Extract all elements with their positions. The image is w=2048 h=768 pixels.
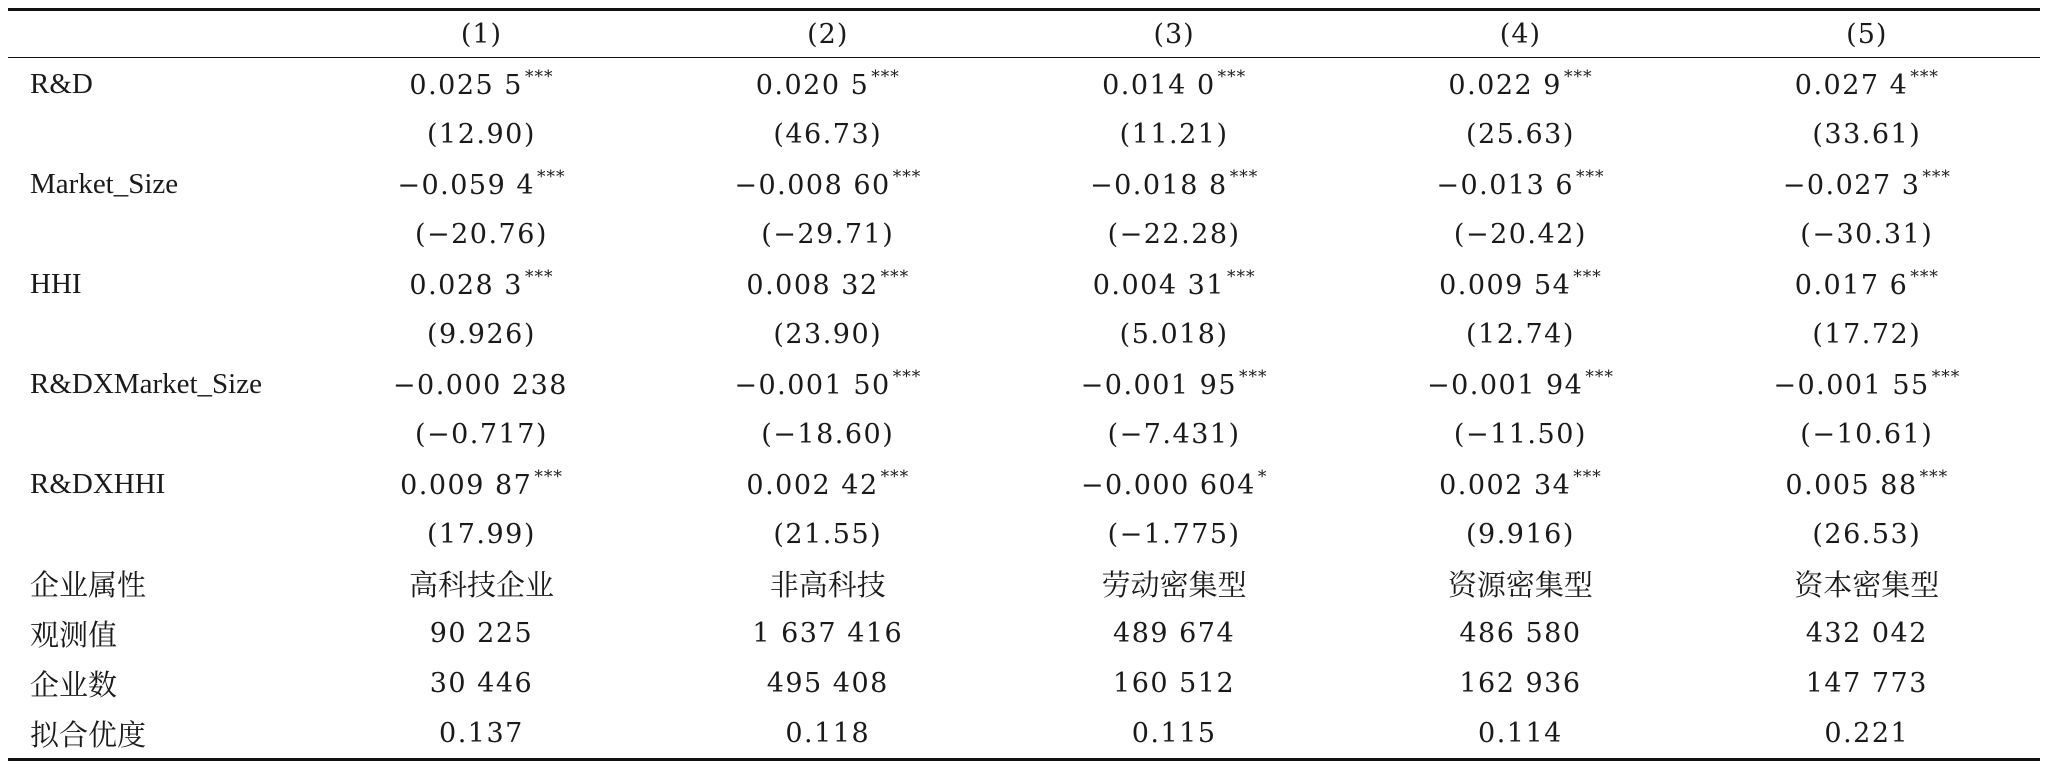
coefficient-value: −0.001 55 xyxy=(1773,370,1930,401)
t-statistic-row xyxy=(8,410,2040,458)
regression-table-container xyxy=(8,8,2040,761)
significance-stars: *** xyxy=(1585,367,1614,387)
coefficient-cell xyxy=(1694,58,2040,111)
observations-cell: 90 225 xyxy=(429,617,534,649)
t-statistic-cell: (−1.775) xyxy=(1107,518,1241,550)
t-statistic-cell: (33.61) xyxy=(1812,118,1922,150)
coefficient-cell xyxy=(1347,358,1693,410)
column-header: (1) xyxy=(460,18,503,50)
empty-label-cell xyxy=(8,210,308,258)
coefficient-cell xyxy=(308,258,654,310)
coefficient-value: −0.000 604 xyxy=(1080,470,1256,501)
t-statistic-cell: (5.018) xyxy=(1119,318,1229,350)
significance-stars: *** xyxy=(892,367,922,387)
coefficient-value: 0.027 4 xyxy=(1794,70,1909,101)
header-row xyxy=(8,10,2040,58)
significance-stars: *** xyxy=(534,467,563,487)
firm-type-cell: 资源密集型 xyxy=(1447,567,1593,602)
column-header: (5) xyxy=(1846,18,1888,50)
t-statistic-cell: (21.55) xyxy=(773,518,883,550)
coefficient-value: 0.014 0 xyxy=(1102,70,1216,101)
coefficient-cell xyxy=(1347,58,1693,111)
coefficient-value: 0.008 32 xyxy=(746,270,879,301)
row-label: 企业数 xyxy=(30,667,118,702)
observations-cell: 486 580 xyxy=(1459,617,1582,649)
t-statistic-cell: (−0.717) xyxy=(414,418,548,450)
t-statistic-cell: (26.53) xyxy=(1812,518,1922,550)
firm-count-cell: 162 936 xyxy=(1459,667,1582,699)
coefficient-value: −0.018 8 xyxy=(1090,170,1228,201)
row-label: 拟合优度 xyxy=(30,717,147,752)
coefficient-value: 0.005 88 xyxy=(1785,470,1918,501)
t-statistic-cell: (−20.76) xyxy=(414,218,548,250)
t-statistic-cell: (12.90) xyxy=(427,118,536,150)
table-header xyxy=(8,10,2040,58)
t-statistic-row xyxy=(8,510,2040,558)
coefficient-cell xyxy=(1001,158,1347,210)
coefficient-cell xyxy=(1694,458,2040,510)
coefficient-cell xyxy=(655,258,1001,310)
significance-stars: *** xyxy=(1239,367,1268,387)
significance-stars: *** xyxy=(524,67,554,87)
significance-stars: *** xyxy=(880,467,910,487)
coefficient-cell xyxy=(1347,458,1693,510)
goodness-of-fit-row xyxy=(8,708,2040,760)
goodness-of-fit-cell: 0.114 xyxy=(1478,717,1563,749)
coefficient-cell xyxy=(655,358,1001,410)
t-statistic-cell: (46.73) xyxy=(773,118,883,150)
significance-stars: *** xyxy=(1922,167,1951,187)
coefficient-value: 0.025 5 xyxy=(409,70,523,101)
coefficient-row xyxy=(8,58,2040,111)
coefficient-cell xyxy=(1001,358,1347,410)
variable-label: Market_Size xyxy=(30,167,179,200)
significance-stars: *** xyxy=(1910,67,1939,87)
t-statistic-cell: (17.99) xyxy=(427,518,536,550)
goodness-of-fit-cell: 0.115 xyxy=(1131,717,1217,749)
significance-stars: * xyxy=(1257,467,1268,487)
coefficient-value: 0.002 42 xyxy=(746,470,879,501)
goodness-of-fit-cell: 0.118 xyxy=(785,717,871,749)
observations-row xyxy=(8,608,2040,658)
t-statistic-cell: (17.72) xyxy=(1812,318,1922,350)
coefficient-cell xyxy=(1001,258,1347,310)
coefficient-value: 0.004 31 xyxy=(1092,270,1225,301)
significance-stars: *** xyxy=(871,67,900,87)
coefficient-cell xyxy=(308,358,654,410)
coefficient-cell xyxy=(1347,258,1693,310)
t-statistic-cell: (−20.42) xyxy=(1453,218,1587,250)
row-label: 观测值 xyxy=(30,617,118,652)
coefficient-value: −0.001 94 xyxy=(1427,370,1584,401)
coefficient-cell xyxy=(1001,458,1347,510)
empty-label-cell xyxy=(8,310,308,358)
row-label: 企业属性 xyxy=(30,567,147,602)
significance-stars: *** xyxy=(1931,367,1961,387)
firm-count-cell: 30 446 xyxy=(429,667,534,699)
significance-stars: *** xyxy=(1910,267,1939,287)
coefficient-row xyxy=(8,158,2040,210)
t-statistic-cell: (−11.50) xyxy=(1453,418,1587,450)
firm-type-cell: 高科技企业 xyxy=(408,567,554,602)
variable-label: R&DXMarket_Size xyxy=(30,367,262,400)
column-header: (4) xyxy=(1499,18,1542,50)
significance-stars: *** xyxy=(1573,467,1602,487)
t-statistic-cell: (−30.31) xyxy=(1800,218,1934,250)
coefficient-cell xyxy=(308,458,654,510)
empty-label-cell xyxy=(8,110,308,158)
goodness-of-fit-cell: 0.221 xyxy=(1824,717,1910,749)
significance-stars: *** xyxy=(524,267,554,287)
significance-stars: *** xyxy=(880,267,910,287)
variable-label: HHI xyxy=(30,267,82,300)
coefficient-cell xyxy=(308,58,654,111)
coefficient-row xyxy=(8,358,2040,410)
firm-count-cell: 160 512 xyxy=(1113,667,1236,699)
coefficient-cell xyxy=(1694,158,2040,210)
t-statistic-cell: (−18.60) xyxy=(761,418,895,450)
coefficient-cell xyxy=(1001,58,1347,111)
t-statistic-cell: (9.926) xyxy=(427,318,536,350)
variable-label: R&D xyxy=(30,67,93,100)
t-statistic-cell: (9.916) xyxy=(1465,518,1575,550)
significance-stars: *** xyxy=(1229,167,1259,187)
variable-label: R&DXHHI xyxy=(30,467,166,500)
column-header: (2) xyxy=(807,18,849,50)
firm-type-row xyxy=(8,558,2040,608)
significance-stars: *** xyxy=(1919,467,1949,487)
t-statistic-cell: (−10.61) xyxy=(1800,418,1934,450)
column-header: (3) xyxy=(1153,18,1195,50)
regression-table xyxy=(8,8,2040,761)
significance-stars: *** xyxy=(892,167,922,187)
coefficient-value: 0.020 5 xyxy=(755,70,870,101)
firm-count-cell: 495 408 xyxy=(766,667,889,699)
coefficient-value: 0.022 9 xyxy=(1448,70,1562,101)
coefficient-value: −0.008 60 xyxy=(734,170,891,201)
t-statistic-cell: (25.63) xyxy=(1465,118,1575,150)
t-statistic-cell: (−29.71) xyxy=(761,218,895,250)
goodness-of-fit-cell: 0.137 xyxy=(439,717,524,749)
header-corner-cell xyxy=(8,10,308,58)
coefficient-value: −0.000 238 xyxy=(392,370,568,401)
significance-stars: *** xyxy=(1573,267,1602,287)
coefficient-row xyxy=(8,258,2040,310)
observations-cell: 1 637 416 xyxy=(752,617,904,649)
coefficient-cell xyxy=(308,158,654,210)
t-statistic-row xyxy=(8,310,2040,358)
t-statistic-cell: (−7.431) xyxy=(1107,418,1241,450)
firm-count-cell: 147 773 xyxy=(1805,667,1928,699)
coefficient-row xyxy=(8,458,2040,510)
coefficient-value: 0.002 34 xyxy=(1439,470,1572,501)
empty-label-cell xyxy=(8,510,308,558)
coefficient-value: −0.013 6 xyxy=(1436,170,1575,201)
t-statistic-cell: (11.21) xyxy=(1119,118,1229,150)
t-statistic-row xyxy=(8,110,2040,158)
coefficient-cell xyxy=(1694,358,2040,410)
table-body xyxy=(8,58,2040,760)
significance-stars: *** xyxy=(537,167,566,187)
coefficient-cell xyxy=(655,158,1001,210)
significance-stars: *** xyxy=(1576,167,1605,187)
coefficient-cell xyxy=(1694,258,2040,310)
firm-type-cell: 劳动密集型 xyxy=(1101,567,1247,602)
coefficient-value: −0.001 95 xyxy=(1080,370,1238,401)
firm-count-row xyxy=(8,658,2040,708)
coefficient-value: 0.017 6 xyxy=(1794,270,1909,301)
coefficient-cell xyxy=(655,58,1001,111)
coefficient-value: −0.027 3 xyxy=(1782,170,1921,201)
coefficient-value: 0.009 54 xyxy=(1439,270,1572,301)
coefficient-cell xyxy=(655,458,1001,510)
empty-label-cell xyxy=(8,410,308,458)
t-statistic-cell: (12.74) xyxy=(1465,318,1575,350)
t-statistic-cell: (23.90) xyxy=(773,318,883,350)
firm-type-cell: 非高科技 xyxy=(769,567,886,602)
observations-cell: 489 674 xyxy=(1113,617,1236,649)
coefficient-cell xyxy=(1347,158,1693,210)
observations-cell: 432 042 xyxy=(1805,617,1928,649)
coefficient-value: −0.059 4 xyxy=(397,170,536,201)
coefficient-value: 0.009 87 xyxy=(400,470,533,501)
coefficient-value: −0.001 50 xyxy=(734,370,891,401)
significance-stars: *** xyxy=(1226,267,1256,287)
t-statistic-cell: (−22.28) xyxy=(1107,218,1241,250)
significance-stars: *** xyxy=(1563,67,1593,87)
coefficient-value: 0.028 3 xyxy=(409,270,523,301)
firm-type-cell: 资本密集型 xyxy=(1794,567,1940,602)
significance-stars: *** xyxy=(1217,67,1247,87)
t-statistic-row xyxy=(8,210,2040,258)
